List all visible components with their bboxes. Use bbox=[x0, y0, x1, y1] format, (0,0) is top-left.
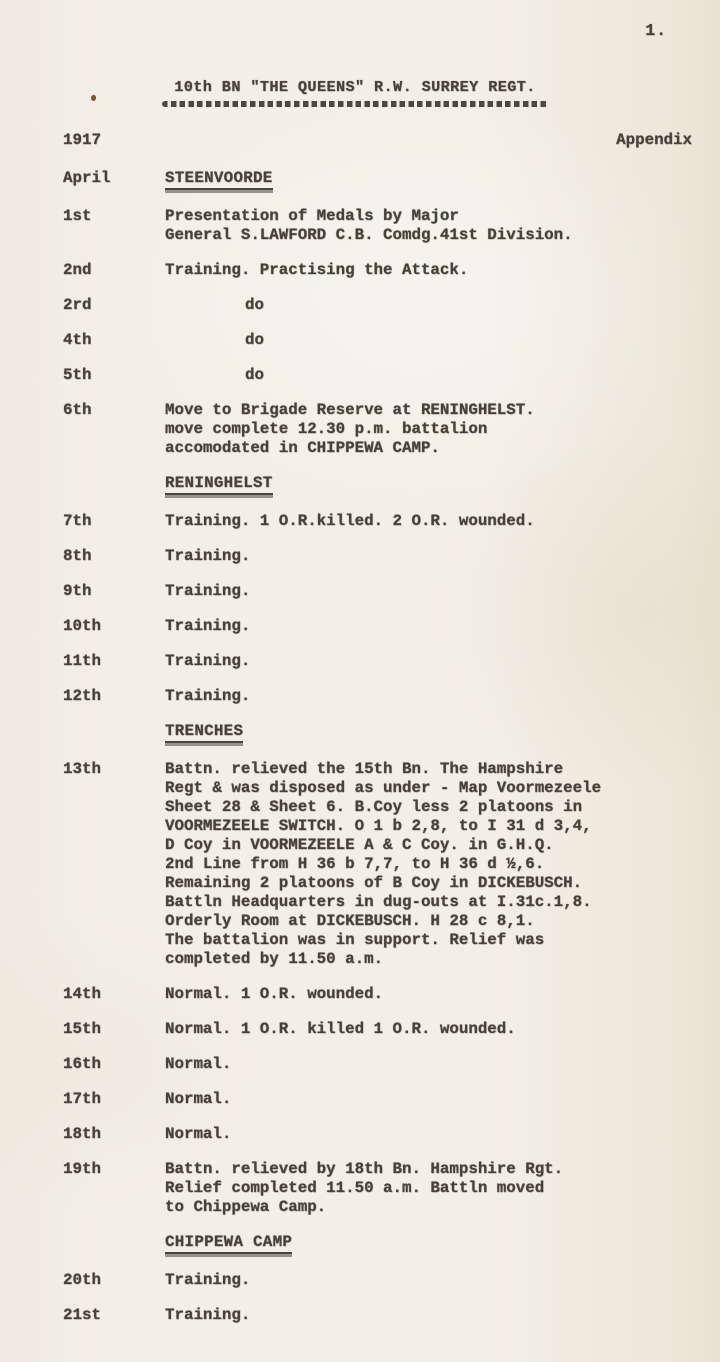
entry-line: Regt & was disposed as under - Map Voormezeele bbox=[165, 779, 602, 797]
entry-line: General S.LAWFORD C.B. Comdg.41st Division. bbox=[165, 226, 573, 244]
diary-row bbox=[63, 1020, 710, 1039]
date-label: 13th bbox=[63, 760, 101, 778]
date-label: April bbox=[63, 169, 111, 187]
entry-content bbox=[165, 1125, 710, 1144]
diary-row bbox=[63, 401, 710, 458]
entry-content bbox=[165, 1233, 710, 1254]
diary-row bbox=[63, 1055, 710, 1074]
date-label: 2rd bbox=[63, 296, 92, 314]
diary-row bbox=[63, 261, 710, 280]
diary-row bbox=[63, 985, 710, 1004]
page-number: 1. bbox=[645, 21, 667, 40]
document-title: 10th BN "THE QUEENS" R.W. SURREY REGT. bbox=[174, 78, 536, 96]
entry-content bbox=[165, 1090, 710, 1109]
date-label: 6th bbox=[63, 401, 92, 419]
date-label: 15th bbox=[63, 1020, 101, 1038]
diary-row bbox=[63, 1125, 710, 1144]
diary-row bbox=[63, 760, 710, 969]
diary-row bbox=[63, 1306, 710, 1325]
date-label: 17th bbox=[63, 1090, 101, 1108]
entry-line: to Chippewa Camp. bbox=[165, 1198, 327, 1216]
diary-row bbox=[63, 331, 710, 350]
ditto-mark: do bbox=[245, 331, 264, 349]
entry-content bbox=[165, 617, 710, 636]
date-label bbox=[63, 474, 165, 495]
section-heading: STEENVOORDE bbox=[165, 169, 273, 190]
section-heading: TRENCHES bbox=[165, 722, 243, 743]
diary-row bbox=[63, 547, 710, 566]
date-label: 7th bbox=[63, 512, 92, 530]
diary-row bbox=[63, 207, 710, 245]
diary-row bbox=[63, 722, 710, 743]
date-label: 5th bbox=[63, 366, 92, 384]
entry-content bbox=[165, 582, 710, 601]
section-heading: CHIPPEWA CAMP bbox=[165, 1233, 292, 1254]
diary-row bbox=[63, 1233, 710, 1254]
date-label: 1st bbox=[63, 207, 92, 225]
diary-row bbox=[63, 1271, 710, 1290]
diary-row bbox=[63, 652, 710, 671]
entry-content bbox=[165, 169, 710, 190]
entry-line: VOORMEZEELE SWITCH. O 1 b 2,8, to I 31 d 3,4, bbox=[165, 817, 592, 835]
entry-line: Battln Headquarters in dug-outs at I.31c.1,8. bbox=[165, 893, 592, 911]
diary-row bbox=[63, 582, 710, 601]
entry-line: Training. bbox=[165, 652, 251, 670]
entry-content bbox=[165, 1055, 710, 1074]
ditto-mark: do bbox=[245, 296, 264, 314]
entry-line: accomodated in CHIPPEWA CAMP. bbox=[165, 439, 440, 457]
entry-content bbox=[165, 1020, 710, 1039]
entry-content bbox=[165, 722, 710, 743]
ditto-mark: do bbox=[245, 366, 264, 384]
document-header bbox=[162, 78, 548, 107]
entry-line: Relief completed 11.50 a.m. Battln moved bbox=[165, 1179, 545, 1197]
entry-line: Training. 1 O.R.killed. 2 O.R. wounded. bbox=[165, 512, 535, 530]
entry-line: Remaining 2 platoons of B Coy in DICKEBUSCH. bbox=[165, 874, 583, 892]
entry-content bbox=[165, 760, 710, 969]
date-label: 10th bbox=[63, 617, 101, 635]
entry-line: Training. bbox=[165, 582, 251, 600]
entry-content bbox=[165, 366, 710, 385]
entry-line: Training. bbox=[165, 1271, 251, 1289]
diary-row bbox=[63, 366, 710, 385]
entry-line: Normal. 1 O.R. wounded. bbox=[165, 985, 384, 1003]
entry-line: Training. bbox=[165, 687, 251, 705]
entry-line: 2nd Line from H 36 b 7,7, to H 36 d ½,6. bbox=[165, 855, 545, 873]
entry-content bbox=[165, 401, 710, 458]
diary-row bbox=[63, 474, 710, 495]
date-label: 14th bbox=[63, 985, 101, 1003]
date-label: 16th bbox=[63, 1055, 101, 1073]
entry-line: D Coy in VOORMEZEELE A & C Coy. in G.H.Q. bbox=[165, 836, 554, 854]
entry-line: Training. bbox=[165, 617, 251, 635]
entry-line: Sheet 28 & Sheet 6. B.Coy less 2 platoons in bbox=[165, 798, 583, 816]
diary-row bbox=[63, 687, 710, 706]
entry-line: Battn. relieved the 15th Bn. The Hampshire bbox=[165, 760, 564, 778]
entry-content bbox=[165, 512, 710, 531]
date-label: 11th bbox=[63, 652, 101, 670]
appendix-label: Appendix bbox=[616, 131, 692, 149]
section-heading: RENINGHELST bbox=[165, 474, 273, 495]
date-label: 19th bbox=[63, 1160, 101, 1178]
year-appendix-row bbox=[63, 131, 692, 150]
year-label: 1917 bbox=[63, 131, 101, 149]
entry-line: Training. bbox=[165, 547, 251, 565]
entry-line: move complete 12.30 p.m. battalion bbox=[165, 420, 488, 438]
entry-content bbox=[165, 1271, 710, 1290]
entry-content bbox=[165, 652, 710, 671]
diary-row bbox=[63, 1160, 710, 1217]
entry-content bbox=[165, 474, 710, 495]
entry-line: Normal. bbox=[165, 1125, 232, 1143]
date-label: 9th bbox=[63, 582, 92, 600]
entry-line: The battalion was in support. Relief was bbox=[165, 931, 545, 949]
entry-content bbox=[165, 207, 710, 245]
entry-line: Normal. bbox=[165, 1090, 232, 1108]
date-label: 4th bbox=[63, 331, 92, 349]
date-label: 21st bbox=[63, 1306, 101, 1324]
paper-stain-speck bbox=[91, 95, 96, 101]
diary-entries bbox=[63, 166, 710, 1341]
entry-content bbox=[165, 985, 710, 1004]
entry-line: Battn. relieved by 18th Bn. Hampshire Rgt. bbox=[165, 1160, 564, 1178]
date-label: 2nd bbox=[63, 261, 92, 279]
diary-row bbox=[63, 1090, 710, 1109]
date-label: 18th bbox=[63, 1125, 101, 1143]
entry-content bbox=[165, 331, 710, 350]
entry-line: Training. Practising the Attack. bbox=[165, 261, 469, 279]
diary-row bbox=[63, 617, 710, 636]
entry-content bbox=[165, 687, 710, 706]
entry-line: Normal. bbox=[165, 1055, 232, 1073]
diary-row bbox=[63, 296, 710, 315]
entry-line: Orderly Room at DICKEBUSCH. H 28 c 8,1. bbox=[165, 912, 535, 930]
entry-line: Training. bbox=[165, 1306, 251, 1324]
entry-content bbox=[165, 547, 710, 566]
title-underline-dashes bbox=[162, 101, 548, 107]
entry-line: Normal. 1 O.R. killed 1 O.R. wounded. bbox=[165, 1020, 516, 1038]
entry-content bbox=[165, 296, 710, 315]
entry-content bbox=[165, 1306, 710, 1325]
diary-row bbox=[63, 169, 710, 190]
date-label: 8th bbox=[63, 547, 92, 565]
date-label bbox=[63, 722, 165, 743]
date-label: 20th bbox=[63, 1271, 101, 1289]
entry-line: Move to Brigade Reserve at RENINGHELST. bbox=[165, 401, 535, 419]
entry-line: completed by 11.50 a.m. bbox=[165, 950, 384, 968]
entry-content bbox=[165, 1160, 710, 1217]
date-label: 12th bbox=[63, 687, 101, 705]
entry-content bbox=[165, 261, 710, 280]
date-label bbox=[63, 1233, 165, 1254]
entry-line: Presentation of Medals by Major bbox=[165, 207, 459, 225]
diary-row bbox=[63, 512, 710, 531]
